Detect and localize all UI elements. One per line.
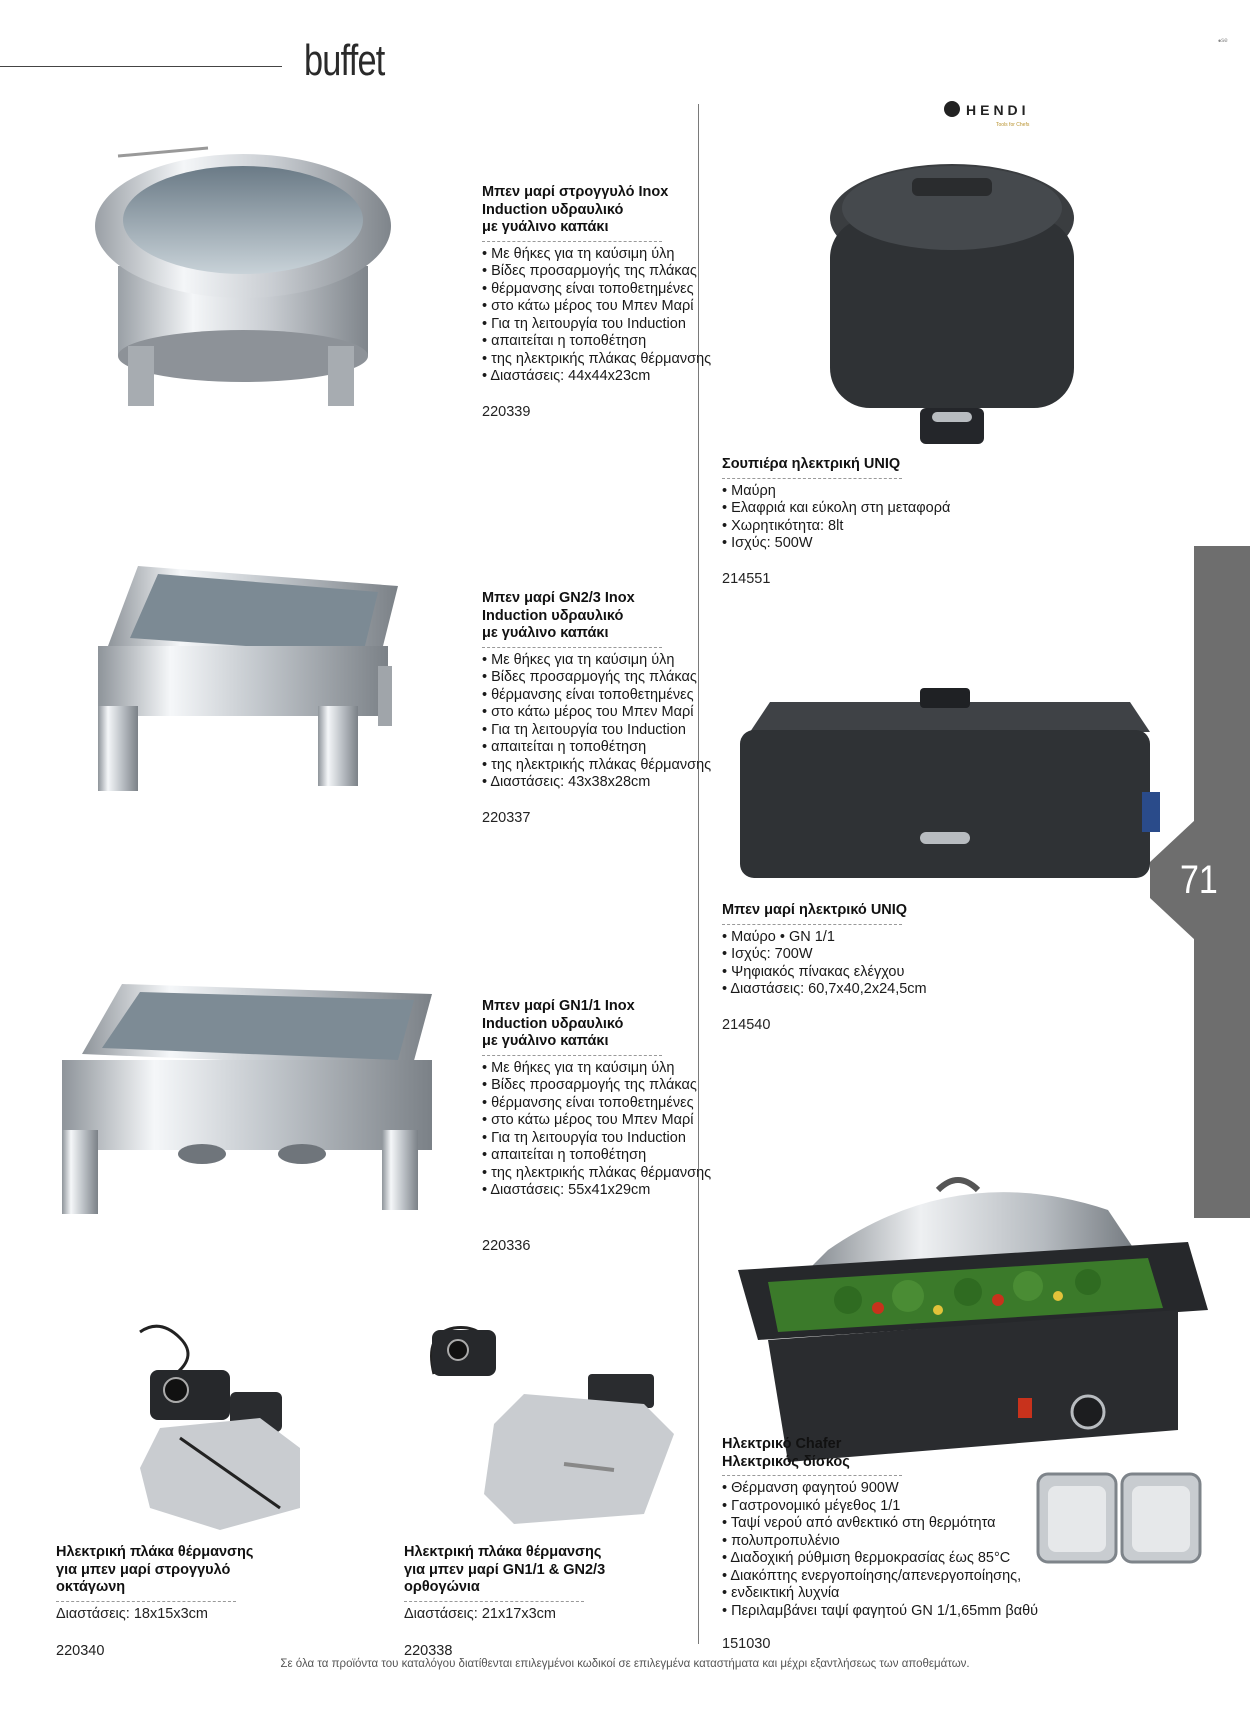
title-separator <box>56 1601 236 1602</box>
feature-item: • Με θήκες για τη καύσιμη ύλη <box>482 1060 732 1078</box>
title-separator <box>722 478 902 479</box>
product-title: Μπεν μαρί GN2/3 Inox Induction υδραυλικό με γυάλινο καπάκι <box>482 590 635 641</box>
feature-list <box>722 929 1022 999</box>
feature-item: • Μαύρη <box>722 483 1022 501</box>
product-code: 220336 <box>482 1237 531 1254</box>
electric-chafer-image <box>708 1150 1222 1468</box>
title-separator <box>722 1475 902 1476</box>
product-dimensions: Διαστάσεις: 18x15x3cm <box>56 1605 208 1622</box>
product-octagonal-heating-plate <box>56 1544 316 1661</box>
feature-item: • στο κάτω μέρος του Μπεν Μαρί <box>482 704 732 722</box>
page-number: 71 <box>1180 858 1218 902</box>
feature-item: • Ισχύς: 700W <box>722 946 1022 964</box>
feature-item: • Διαστάσεις: 55x41x29cm <box>482 1182 732 1200</box>
feature-list <box>482 652 732 792</box>
title-separator <box>482 647 662 648</box>
feature-list <box>482 1060 732 1200</box>
brand-logo-icon <box>944 101 960 117</box>
feature-item: • θέρμανσης είναι τοποθετημένες <box>482 687 732 705</box>
feature-item: • Περιλαμβάνει ταψί φαγητού GN 1/1,65mm βαθύ <box>722 1603 1042 1621</box>
product-code: 151030 <box>722 1636 771 1652</box>
feature-item: • Ταψί νερού από ανθεκτικό στη θερμότητα <box>722 1515 1042 1533</box>
gn23-chafing-dish-image <box>78 546 428 796</box>
header-rule <box>0 66 282 67</box>
feature-item: • Ψηφιακός πίνακας ελέγχου <box>722 964 1022 982</box>
product-title: Μπεν μαρί ηλεκτρικό UNIQ <box>722 902 908 918</box>
feature-item: • Διαστάσεις: 43x38x28cm <box>482 774 732 792</box>
feature-item: • Βίδες προσαρμογής της πλάκας <box>482 1077 732 1095</box>
feature-item: • της ηλεκτρικής πλάκας θέρμανσης <box>482 351 732 369</box>
title-separator <box>482 1055 662 1056</box>
feature-list <box>482 246 732 386</box>
feature-item: • Θέρμανση φαγητού 900W <box>722 1480 1042 1498</box>
footer-disclaimer: Σε όλα τα προϊόντα του καταλόγου διατίθενται επιλεγμένοι κωδικοί σε επιλεγμένα καταστήματα και μέχρι εξαντλήσεως των αποθεμάτων. <box>280 1658 970 1670</box>
feature-item: • θέρμανσης είναι τοποθετημένες <box>482 1095 732 1113</box>
feature-item: • Γαστρονομικό μέγεθος 1/1 <box>722 1498 1042 1516</box>
octagonal-heating-plate-image <box>110 1318 340 1532</box>
product-round-chafing-dish <box>482 184 732 421</box>
feature-item: • της ηλεκτρικής πλάκας θέρμανσης <box>482 757 732 775</box>
product-code: 220339 <box>482 403 531 420</box>
feature-list <box>722 483 1022 553</box>
product-title: Ηλεκτρική πλάκα θέρμανσης για μπεν μαρί GN1/1 & GN2/3 ορθογώνια <box>404 1544 606 1595</box>
product-code: 220340 <box>56 1643 105 1659</box>
product-code: 220337 <box>482 809 531 826</box>
feature-item: • Μαύρο • GN 1/1 <box>722 929 1022 947</box>
feature-item: • Βίδες προσαρμογής της πλάκας <box>482 263 732 281</box>
product-title: Μπεν μαρί GN1/1 Inox Induction υδραυλικό με γυάλινο καπάκι <box>482 998 635 1049</box>
electric-bain-marie-image <box>730 682 1166 886</box>
product-electric-chafer <box>722 1436 1042 1654</box>
feature-item: • Διακόπτης ενεργοποίησης/απενεργοποίησης, <box>722 1568 1042 1586</box>
feature-item: • Χωρητικότητα: 8lt <box>722 518 1022 536</box>
corner-mark: •ˢᵉ <box>1218 36 1228 46</box>
rectangular-heating-plate-image <box>414 1314 684 1536</box>
product-title: Μπεν μαρί στρογγυλό Inox Induction υδραυλικό με γυάλινο καπάκι <box>482 184 669 235</box>
product-electric-bain-marie <box>722 902 1022 1034</box>
brand-tagline: Tools for Chefs <box>996 122 1030 128</box>
title-separator <box>404 1601 584 1602</box>
electric-soup-kettle-image <box>822 158 1086 454</box>
round-chafing-dish-image <box>88 146 428 410</box>
product-gn11-chafing-dish <box>482 998 732 1255</box>
feature-item: • Με θήκες για τη καύσιμη ύλη <box>482 246 732 264</box>
feature-item: • πολυπροπυλένιο <box>722 1533 1042 1551</box>
feature-item: • Διαστάσεις: 44x44x23cm <box>482 368 732 386</box>
feature-item: • Ελαφριά και εύκολη στη μεταφορά <box>722 500 1022 518</box>
product-title: Σουπιέρα ηλεκτρική UNIQ <box>722 456 901 472</box>
feature-item: • Για τη λειτουργία του Induction <box>482 316 732 334</box>
gn-pans-image <box>1036 1472 1204 1566</box>
feature-item: • στο κάτω μέρος του Μπεν Μαρί <box>482 1112 732 1130</box>
title-separator <box>722 924 902 925</box>
product-electric-soup-kettle <box>722 456 1022 588</box>
feature-item: • Με θήκες για τη καύσιμη ύλη <box>482 652 732 670</box>
title-separator <box>482 241 662 242</box>
gn11-chafing-dish-image <box>52 980 472 1216</box>
product-code: 214540 <box>722 1016 771 1033</box>
feature-item: • Για τη λειτουργία του Induction <box>482 722 732 740</box>
feature-item: • θέρμανσης είναι τοποθετημένες <box>482 281 732 299</box>
feature-item: • Διαδοχική ρύθμιση θερμοκρασίας έως 85°C <box>722 1550 1042 1568</box>
product-rectangular-heating-plate <box>404 1544 684 1661</box>
feature-item: • στο κάτω μέρος του Μπεν Μαρί <box>482 298 732 316</box>
product-dimensions: Διαστάσεις: 21x17x3cm <box>404 1605 556 1622</box>
feature-item: • απαιτείται η τοποθέτηση <box>482 1147 732 1165</box>
product-code: 214551 <box>722 570 771 587</box>
feature-item: • Βίδες προσαρμογής της πλάκας <box>482 669 732 687</box>
section-title: buffet <box>304 36 385 85</box>
feature-item: • ενδεικτική λυχνία <box>722 1585 1042 1603</box>
product-title: Ηλεκτρική πλάκα θέρμανσης για μπεν μαρί στρογγυλό οκτάγωνη <box>56 1544 254 1595</box>
feature-item: • απαιτείται η τοποθέτηση <box>482 333 732 351</box>
feature-item: • Ισχύς: 500W <box>722 535 1022 553</box>
product-code: 220338 <box>404 1643 453 1659</box>
feature-item: • απαιτείται η τοποθέτηση <box>482 739 732 757</box>
brand-name: HENDI <box>966 102 1030 118</box>
product-title: Ηλεκτρικό Chafer Ηλεκτρικός δίσκος <box>722 1436 850 1470</box>
feature-list <box>722 1480 1042 1620</box>
feature-item: • της ηλεκτρικής πλάκας θέρμανσης <box>482 1165 732 1183</box>
product-gn23-chafing-dish <box>482 590 732 827</box>
feature-item: • Για τη λειτουργία του Induction <box>482 1130 732 1148</box>
feature-item: • Διαστάσεις: 60,7x40,2x24,5cm <box>722 981 1022 999</box>
